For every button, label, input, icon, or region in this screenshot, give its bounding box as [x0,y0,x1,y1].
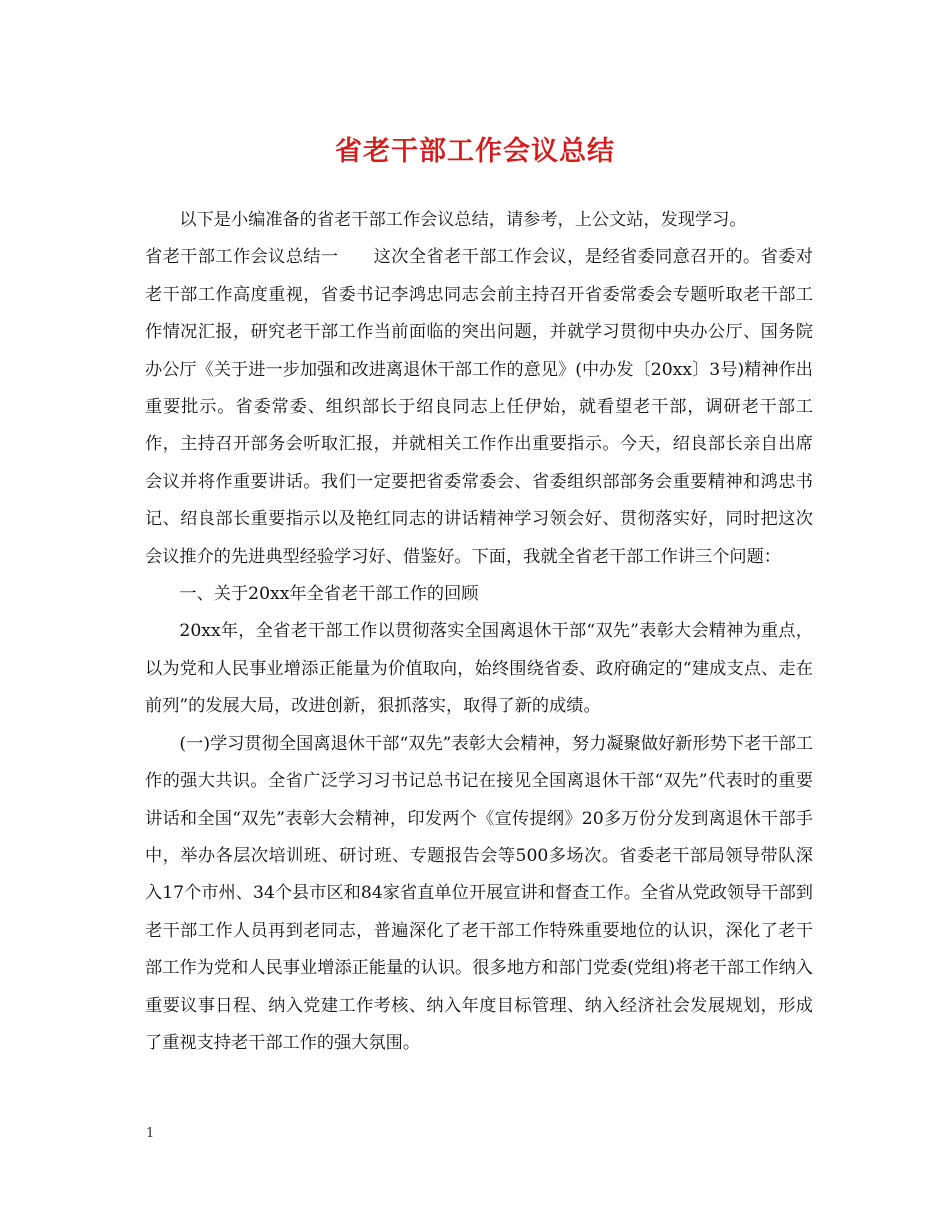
document-title: 省老干部工作会议总结 [335,136,615,167]
section-heading: 一、关于20xx年全省老干部工作的回顾 [179,584,479,605]
body-paragraph: (一)学习贯彻全国离退休干部“双先”表彰大会精神，努力凝聚做好新形势下老干部工作的强大共识。全省广泛学习习书记总书记在接见全国离退休干部“双先”代表时的重要讲话和全国“双先”表彰大会精神，印发两个《宣传提纲》20多万份分发到离退休干部手中，举办各层次培训班、研讨班、专题报告会等500多场次。省委老干部局领导带队深入17个市州、34个县市区和84家省直单位开展宣讲和督查工作。全省从党政领导干部到老干部工作人员再到老同志，普遍深化了老干部工作特殊重要地位的认识，深化了老干部工作为党和人民事业增添正能量的认识。很多地方和部门党委(党组)将老干部工作纳入重要议事日程、纳入党建工作考核、纳入年度目标管理、纳入经济社会发展规划，形成了重视支持老干部工作的强大氛围。 [145,733,813,1053]
document-body [145,202,813,1062]
body-paragraph: 20xx年，全省老干部工作以贯彻落实全国离退休干部“双先”表彰大会精神为重点，以为党和人民事业增添正能量为价值取向，始终围绕省委、政府确定的“建成支点、走在前列”的发展大局，改进创新，狠抓落实，取得了新的成绩。 [145,621,813,717]
intro-paragraph: 以下是小编准备的省老干部工作会议总结，请参考，上公文站，发现学习。 [179,210,747,230]
page-number: 1 [146,1126,155,1141]
body-paragraph: 省老干部工作会议总结一 这次全省老干部工作会议，是经省委同意召开的。省委对老干部工作高度重视，省委书记李鸿忠同志会前主持召开省委常委会专题听取老干部工作情况汇报，研究老干部工作当前面临的突出问题，并就学习贯彻中央办公厅、国务院办公厅《关于进一步加强和改进离退休干部工作的意见》(中办发〔20xx〕3号)精神作出重要批示。省委常委、组织部长于绍良同志上任伊始，就看望老干部，调研老干部工作，主持召开部务会听取汇报，并就相关工作作出重要指示。今天，绍良部长亲自出席会议并将作重要讲话。我们一定要把省委常委会、省委组织部部务会重要精神和鸿忠书记、绍良部长重要指示以及艳红同志的讲话精神学习领会好、贯彻落实好，同时把这次会议推介的先进典型经验学习好、借鉴好。下面，我就全省老干部工作讲三个问题： [145,247,813,567]
